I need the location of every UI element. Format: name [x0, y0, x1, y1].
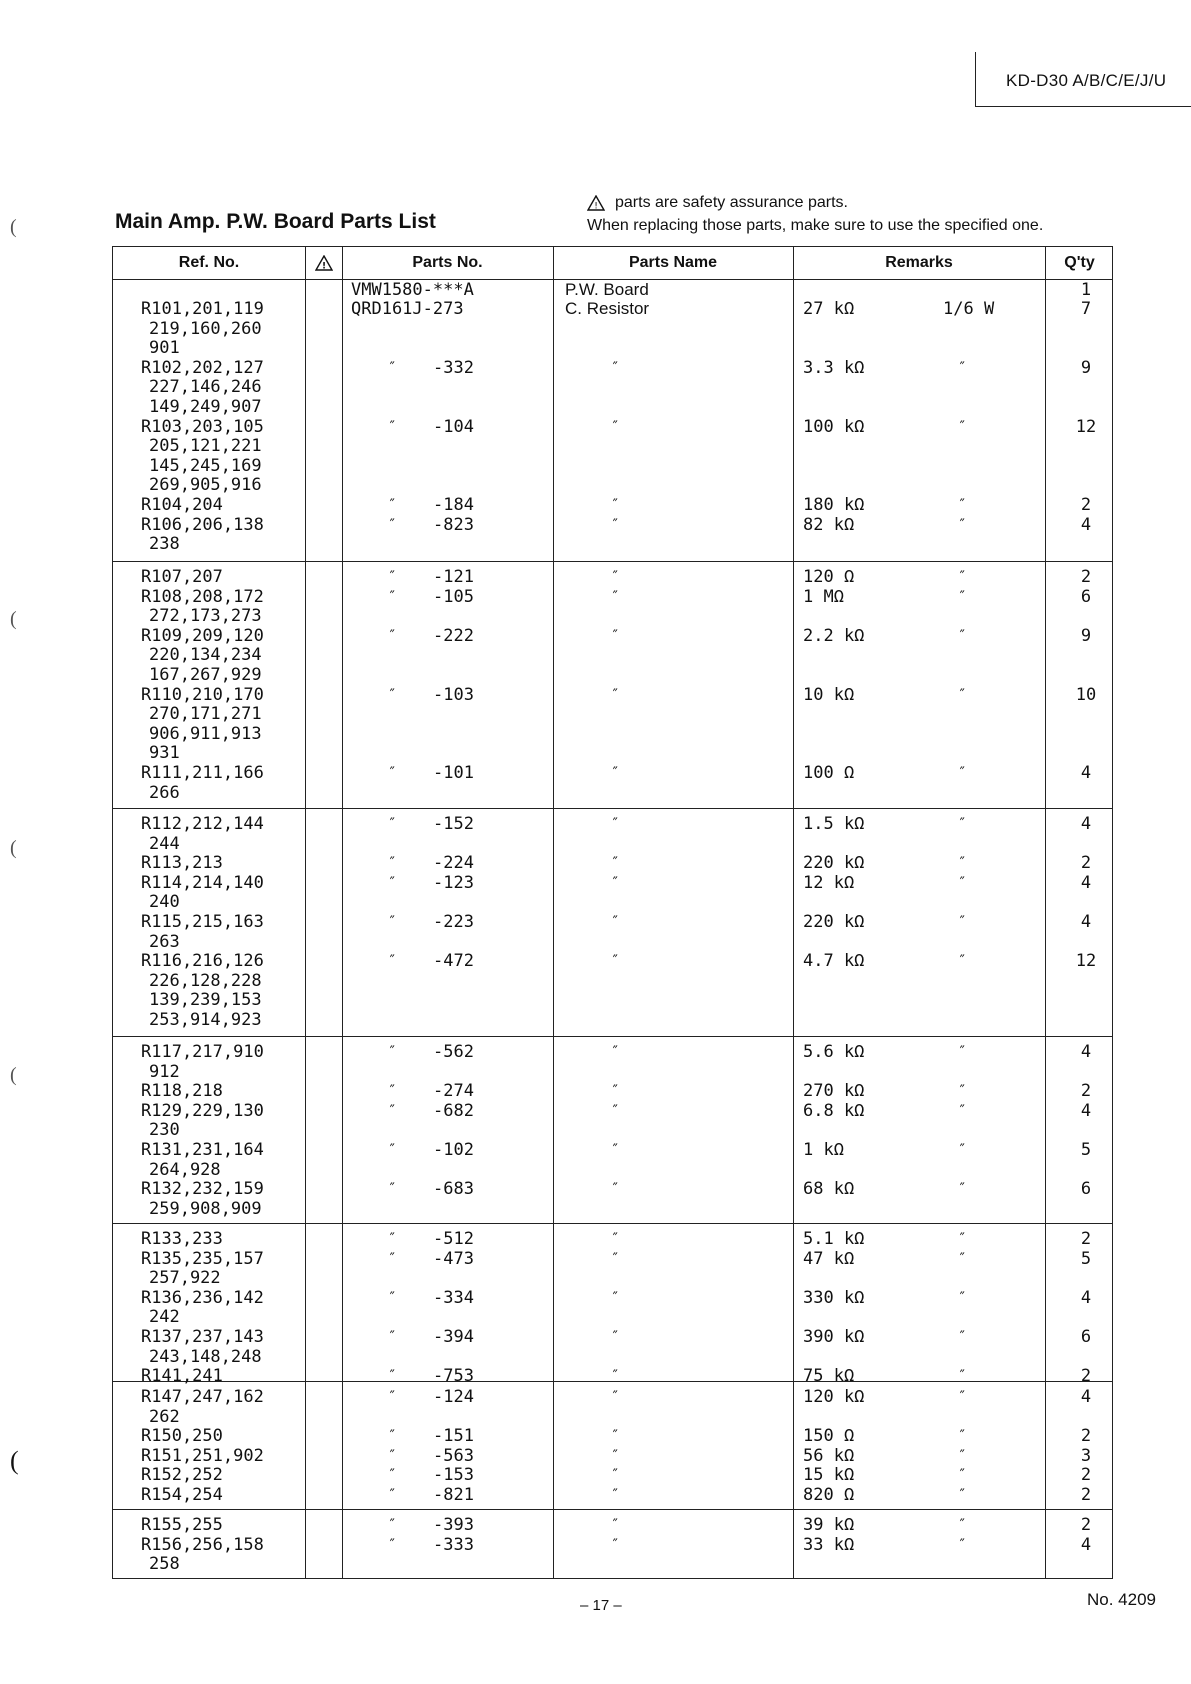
ditto-mark: ″ [388, 1102, 397, 1119]
parts-no: -683 [433, 1179, 474, 1200]
quantity: 10 [1075, 684, 1097, 705]
ditto-mark: ″ [611, 1289, 620, 1306]
ditto-mark: ″ [388, 1142, 397, 1158]
ditto-mark: ″ [388, 1517, 397, 1533]
ditto-mark: ″ [958, 1428, 967, 1445]
col-header-qty: Q'ty [1064, 254, 1095, 271]
ref-no: R156,256,158 [141, 1534, 264, 1555]
ditto-mark: ″ [958, 497, 967, 513]
ditto-mark: ″ [958, 765, 967, 781]
quantity: 12 [1075, 416, 1097, 437]
resistance-value: 100 kΩ [803, 416, 865, 437]
quantity: 5 [1080, 1140, 1092, 1160]
ditto-mark: ″ [388, 686, 397, 703]
ref-no: R137,237,143 [141, 1327, 264, 1347]
ref-no: R154,254 [141, 1485, 223, 1505]
ditto-mark: ″ [388, 855, 397, 872]
parts-no: -472 [433, 951, 474, 972]
ditto-mark: ″ [958, 359, 967, 376]
safety-notice [587, 191, 1043, 237]
quantity: 2 [1080, 567, 1092, 587]
ditto-mark: ″ [958, 1102, 967, 1119]
col-header-ref: Ref. No. [178, 254, 240, 271]
resistance-value: 82 kΩ [803, 514, 855, 535]
ditto-mark: ″ [958, 914, 967, 930]
parts-no: -124 [433, 1387, 474, 1407]
col-header-parts-no: Parts No. [412, 254, 483, 271]
resistance-value: 1 MΩ [803, 586, 844, 607]
ditto-mark: ″ [611, 627, 620, 644]
ditto-mark: ″ [958, 1467, 967, 1484]
quantity: 2 [1080, 1081, 1092, 1102]
resistance-value: 1 kΩ [803, 1140, 844, 1160]
ditto-mark: ″ [958, 627, 967, 644]
parts-no: -394 [433, 1327, 474, 1347]
resistor-parts-name: C. Resistor [565, 299, 650, 318]
board-qty: 1 [1080, 280, 1092, 300]
ref-no: R104,204 [141, 495, 223, 515]
parts-no: -121 [433, 567, 474, 587]
ditto-mark: ″ [388, 1329, 397, 1345]
notice-line-2: When replacing those parts, make sure to use the specified one. [587, 217, 1044, 234]
ditto-mark: ″ [611, 914, 620, 930]
ref-no: R112,212,144 [141, 814, 264, 834]
parts-no: -562 [433, 1042, 474, 1062]
ditto-mark: ″ [958, 1329, 967, 1345]
ref-no: 145,245,169 [149, 455, 262, 476]
ditto-mark: ″ [611, 1368, 620, 1385]
ref-no: 205,121,221 [149, 436, 262, 457]
ref-no: 243,148,248 [149, 1346, 262, 1367]
ditto-mark: ″ [611, 1250, 620, 1267]
ref-no: R101,201,119 [141, 299, 264, 319]
ditto-mark: ″ [611, 1102, 620, 1119]
ditto-mark: ″ [958, 1289, 967, 1306]
ditto-mark: ″ [958, 1536, 967, 1553]
ditto-mark: ″ [958, 855, 967, 872]
ditto-mark: ″ [388, 1447, 397, 1464]
ditto-mark: ″ [388, 1487, 397, 1503]
quantity: 2 [1080, 1426, 1092, 1447]
resistance-value: 120 kΩ [803, 1387, 865, 1407]
ref-no: R151,251,902 [141, 1445, 264, 1466]
parts-no: -393 [433, 1515, 474, 1535]
parts-no: -332 [433, 357, 474, 378]
svg-text:!: ! [321, 261, 326, 271]
parts-no: -222 [433, 625, 474, 646]
ditto-mark: ″ [958, 569, 967, 585]
parts-no: -224 [433, 853, 474, 874]
ref-no: R103,203,105 [141, 416, 264, 437]
resistance-value: 12 kΩ [803, 872, 855, 893]
resistance-value: 330 kΩ [803, 1287, 865, 1308]
ref-no: R116,216,126 [141, 951, 264, 972]
parts-no: -104 [433, 416, 474, 437]
ref-no: R107,207 [141, 567, 223, 587]
ditto-mark: ″ [958, 418, 967, 435]
ref-no: R114,214,140 [141, 872, 264, 893]
ditto-mark: ″ [388, 569, 397, 585]
parts-no: -823 [433, 514, 474, 535]
ditto-mark: ″ [611, 1231, 620, 1247]
parts-no: -512 [433, 1229, 474, 1249]
ditto-mark: ″ [611, 1467, 620, 1484]
parts-no: -102 [433, 1140, 474, 1160]
ditto-mark: ″ [958, 1181, 967, 1198]
parts-no: -473 [433, 1248, 474, 1269]
parts-no: -103 [433, 684, 474, 705]
resistance-value: 820 Ω [803, 1485, 855, 1505]
resistance-value: 1.5 kΩ [803, 814, 865, 834]
ref-no: R129,229,130 [141, 1100, 264, 1121]
quantity: 4 [1080, 1042, 1092, 1062]
ditto-mark: ″ [611, 855, 620, 872]
col-header-safety [305, 247, 342, 279]
ref-no: 931 [149, 743, 180, 764]
parts-no: -101 [433, 763, 474, 783]
parts-no: -333 [433, 1534, 474, 1555]
ref-no: 262 [149, 1406, 180, 1427]
col-header-parts-name: Parts Name [628, 254, 718, 271]
parts-no: -563 [433, 1445, 474, 1466]
ditto-mark: ″ [958, 953, 967, 970]
ref-no: 220,134,234 [149, 645, 262, 666]
ditto-mark: ″ [388, 1368, 397, 1385]
document-number: No. 4209 [1087, 1590, 1156, 1609]
ditto-mark: ″ [958, 1368, 967, 1385]
ditto-mark: ″ [958, 686, 967, 703]
quantity: 3 [1080, 1445, 1092, 1466]
resistance-value: 5.1 kΩ [803, 1229, 865, 1249]
ditto-mark: ″ [958, 1250, 967, 1267]
model-header-box [975, 52, 1191, 107]
quantity: 9 [1080, 625, 1092, 646]
margin-mark: ( [10, 837, 17, 859]
ditto-mark: ″ [611, 497, 620, 513]
svg-text:!: ! [594, 201, 598, 211]
ditto-mark: ″ [611, 359, 620, 376]
ref-no: 219,160,260 [149, 318, 262, 339]
resistance-value: 47 kΩ [803, 1248, 855, 1269]
ditto-mark: ″ [958, 1044, 967, 1060]
quantity: 2 [1080, 1485, 1092, 1505]
resistance-value: 180 kΩ [803, 495, 865, 515]
ref-no: 149,249,907 [149, 397, 262, 417]
quantity: 2 [1080, 1366, 1092, 1387]
ref-no: R147,247,162 [141, 1387, 264, 1407]
ditto-mark: ″ [958, 1231, 967, 1247]
ref-no: 266 [149, 782, 180, 803]
ditto-mark: ″ [611, 816, 620, 832]
ditto-mark: ″ [388, 359, 397, 376]
ref-no: R132,232,159 [141, 1179, 264, 1200]
ref-no: R136,236,142 [141, 1287, 264, 1308]
ref-no: R131,231,164 [141, 1140, 264, 1160]
parts-no: -105 [433, 586, 474, 607]
ditto-mark: ″ [611, 569, 620, 585]
ditto-mark: ″ [388, 1044, 397, 1060]
ditto-mark: ″ [611, 953, 620, 970]
ref-no: 258 [149, 1554, 180, 1575]
resistor-value: 27 kΩ [803, 299, 855, 319]
margin-mark: ( [10, 1446, 19, 1475]
ref-no: R110,210,170 [141, 684, 264, 705]
margin-mark: ( [10, 216, 17, 238]
quantity: 4 [1080, 912, 1092, 932]
ditto-mark: ″ [611, 1329, 620, 1345]
quantity: 4 [1080, 1387, 1092, 1407]
parts-no: -753 [433, 1366, 474, 1387]
ditto-mark: ″ [611, 1428, 620, 1445]
parts-no: -184 [433, 495, 474, 515]
warning-triangle-icon [587, 195, 605, 211]
ref-no: R117,217,910 [141, 1042, 264, 1062]
margin-mark: ( [10, 1064, 17, 1086]
ditto-mark: ″ [388, 1536, 397, 1553]
resistance-value: 33 kΩ [803, 1534, 855, 1555]
parts-no: -152 [433, 814, 474, 834]
quantity: 4 [1080, 872, 1092, 893]
ref-no: 259,908,909 [149, 1198, 262, 1219]
parts-no: -334 [433, 1287, 474, 1308]
parts-no: -123 [433, 872, 474, 893]
notice-line-1: parts are safety assurance parts. [615, 194, 848, 211]
ditto-mark: ″ [611, 874, 620, 891]
resistance-value: 2.2 kΩ [803, 625, 865, 646]
resistance-value: 4.7 kΩ [803, 951, 865, 972]
ref-no: R113,213 [141, 853, 223, 874]
ref-no: R106,206,138 [141, 514, 264, 535]
ditto-mark: ″ [388, 874, 397, 891]
ditto-mark: ″ [958, 1487, 967, 1503]
resistance-value: 220 kΩ [803, 853, 865, 874]
ditto-mark: ″ [388, 953, 397, 970]
ref-no: 139,239,153 [149, 990, 262, 1011]
ditto-mark: ″ [388, 516, 397, 533]
ref-no: 238 [149, 534, 180, 555]
resistance-value: 75 kΩ [803, 1366, 855, 1387]
resistance-value: 15 kΩ [803, 1465, 855, 1486]
quantity: 4 [1080, 1100, 1092, 1121]
resistor-wattage: 1/6 W [943, 299, 995, 319]
quantity: 4 [1080, 814, 1092, 834]
ref-no: R115,215,163 [141, 912, 264, 932]
quantity: 2 [1080, 1465, 1092, 1486]
ref-no: R108,208,172 [141, 586, 264, 607]
quantity: 2 [1080, 495, 1092, 515]
ditto-mark: ″ [958, 1517, 967, 1533]
resistance-value: 150 Ω [803, 1426, 855, 1447]
ref-no: 263 [149, 931, 180, 952]
ditto-mark: ″ [388, 1389, 397, 1405]
ref-no: R102,202,127 [141, 357, 264, 378]
ditto-mark: ″ [611, 1536, 620, 1553]
resistance-value: 6.8 kΩ [803, 1100, 865, 1121]
ref-no: R109,209,120 [141, 625, 264, 646]
resistance-value: 270 kΩ [803, 1081, 865, 1102]
ditto-mark: ″ [611, 1517, 620, 1533]
ditto-mark: ″ [958, 1083, 967, 1100]
page-title: Main Amp. P.W. Board Parts List [115, 210, 436, 233]
parts-no: -223 [433, 912, 474, 932]
quantity: 5 [1080, 1248, 1092, 1269]
quantity: 4 [1080, 763, 1092, 783]
resistance-value: 56 kΩ [803, 1445, 855, 1466]
parts-no: -151 [433, 1426, 474, 1447]
ditto-mark: ″ [611, 686, 620, 703]
model-label: KD-D30 A/B/C/E/J/U [1006, 71, 1167, 90]
resistance-value: 120 Ω [803, 567, 855, 587]
ref-no: 264,928 [149, 1159, 221, 1180]
quantity: 6 [1080, 586, 1092, 607]
ref-no: R133,233 [141, 1229, 223, 1249]
ref-no: 226,128,228 [149, 970, 262, 991]
quantity: 9 [1080, 357, 1092, 378]
ditto-mark: ″ [388, 1250, 397, 1267]
ditto-mark: ″ [611, 1389, 620, 1405]
ref-no: 257,922 [149, 1268, 221, 1289]
parts-table [112, 246, 1113, 1579]
ref-no: 270,171,271 [149, 704, 262, 725]
ditto-mark: ″ [388, 1467, 397, 1484]
resistance-value: 100 Ω [803, 763, 855, 783]
resistor-qty: 7 [1080, 299, 1092, 319]
ref-no: 912 [149, 1061, 180, 1082]
quantity: 2 [1080, 853, 1092, 874]
resistance-value: 220 kΩ [803, 912, 865, 932]
ditto-mark: ″ [388, 914, 397, 930]
ditto-mark: ″ [611, 418, 620, 435]
ref-no: 272,173,273 [149, 606, 262, 627]
resistance-value: 390 kΩ [803, 1327, 865, 1347]
resistance-value: 5.6 kΩ [803, 1042, 865, 1062]
ref-no: R135,235,157 [141, 1248, 264, 1269]
ditto-mark: ″ [388, 1289, 397, 1306]
ref-no: 230 [149, 1120, 180, 1141]
col-header-remarks: Remarks [885, 254, 953, 271]
ref-no: 244 [149, 833, 180, 854]
warning-triangle-icon [315, 255, 333, 271]
ref-no: R111,211,166 [141, 763, 264, 783]
quantity: 6 [1080, 1179, 1092, 1200]
ditto-mark: ″ [958, 1389, 967, 1405]
board-parts-name: P.W. Board [565, 280, 649, 299]
ditto-mark: ″ [611, 516, 620, 533]
ditto-mark: ″ [388, 1428, 397, 1445]
parts-no: -153 [433, 1465, 474, 1486]
margin-mark: ( [10, 608, 17, 630]
ref-no: R141,241 [141, 1366, 223, 1387]
ref-no: 269,905,916 [149, 475, 262, 496]
ref-no: R155,255 [141, 1515, 223, 1535]
ref-no: R152,252 [141, 1465, 223, 1486]
ditto-mark: ″ [958, 1142, 967, 1158]
quantity: 4 [1080, 514, 1092, 535]
ditto-mark: ″ [611, 1447, 620, 1464]
quantity: 4 [1080, 1534, 1092, 1555]
resistance-value: 68 kΩ [803, 1179, 855, 1200]
ref-no: R150,250 [141, 1426, 223, 1447]
ditto-mark: ″ [388, 627, 397, 644]
ditto-mark: ″ [388, 588, 397, 605]
ditto-mark: ″ [388, 1231, 397, 1247]
ditto-mark: ″ [958, 816, 967, 832]
ditto-mark: ″ [611, 1487, 620, 1503]
quantity: 4 [1080, 1287, 1092, 1308]
ditto-mark: ″ [388, 418, 397, 435]
ref-no: 242 [149, 1307, 180, 1328]
ditto-mark: ″ [611, 1044, 620, 1060]
page-number: – 17 – [580, 1597, 622, 1614]
resistance-value: 3.3 kΩ [803, 357, 865, 378]
ditto-mark: ″ [611, 588, 620, 605]
quantity: 2 [1080, 1229, 1092, 1249]
parts-no: -821 [433, 1485, 474, 1505]
ref-no: R118,218 [141, 1081, 223, 1102]
ref-no: 240 [149, 892, 180, 913]
ref-no: 227,146,246 [149, 377, 262, 398]
ditto-mark: ″ [388, 1181, 397, 1198]
ditto-mark: ″ [958, 588, 967, 605]
ditto-mark: ″ [611, 1142, 620, 1158]
parts-no: -274 [433, 1081, 474, 1102]
ditto-mark: ″ [611, 1083, 620, 1100]
quantity: 6 [1080, 1327, 1092, 1347]
ditto-mark: ″ [958, 516, 967, 533]
resistance-value: 10 kΩ [803, 684, 855, 705]
resistor-parts-no: QRD161J-273 [351, 299, 464, 319]
quantity: 12 [1075, 951, 1097, 972]
ditto-mark: ″ [388, 497, 397, 513]
ditto-mark: ″ [958, 874, 967, 891]
board-parts-no: VMW1580-***A [351, 280, 474, 300]
ditto-mark: ″ [388, 1083, 397, 1100]
ref-no: 167,267,929 [149, 665, 262, 685]
ditto-mark: ″ [958, 1447, 967, 1464]
ditto-mark: ″ [388, 816, 397, 832]
ditto-mark: ″ [388, 765, 397, 781]
resistance-value: 39 kΩ [803, 1515, 855, 1535]
ref-no: 901 [149, 338, 180, 359]
ditto-mark: ″ [611, 1181, 620, 1198]
parts-no: -682 [433, 1100, 474, 1121]
ref-no: 906,911,913 [149, 723, 262, 744]
ditto-mark: ″ [611, 765, 620, 781]
quantity: 2 [1080, 1515, 1092, 1535]
ref-no: 253,914,923 [149, 1010, 262, 1030]
